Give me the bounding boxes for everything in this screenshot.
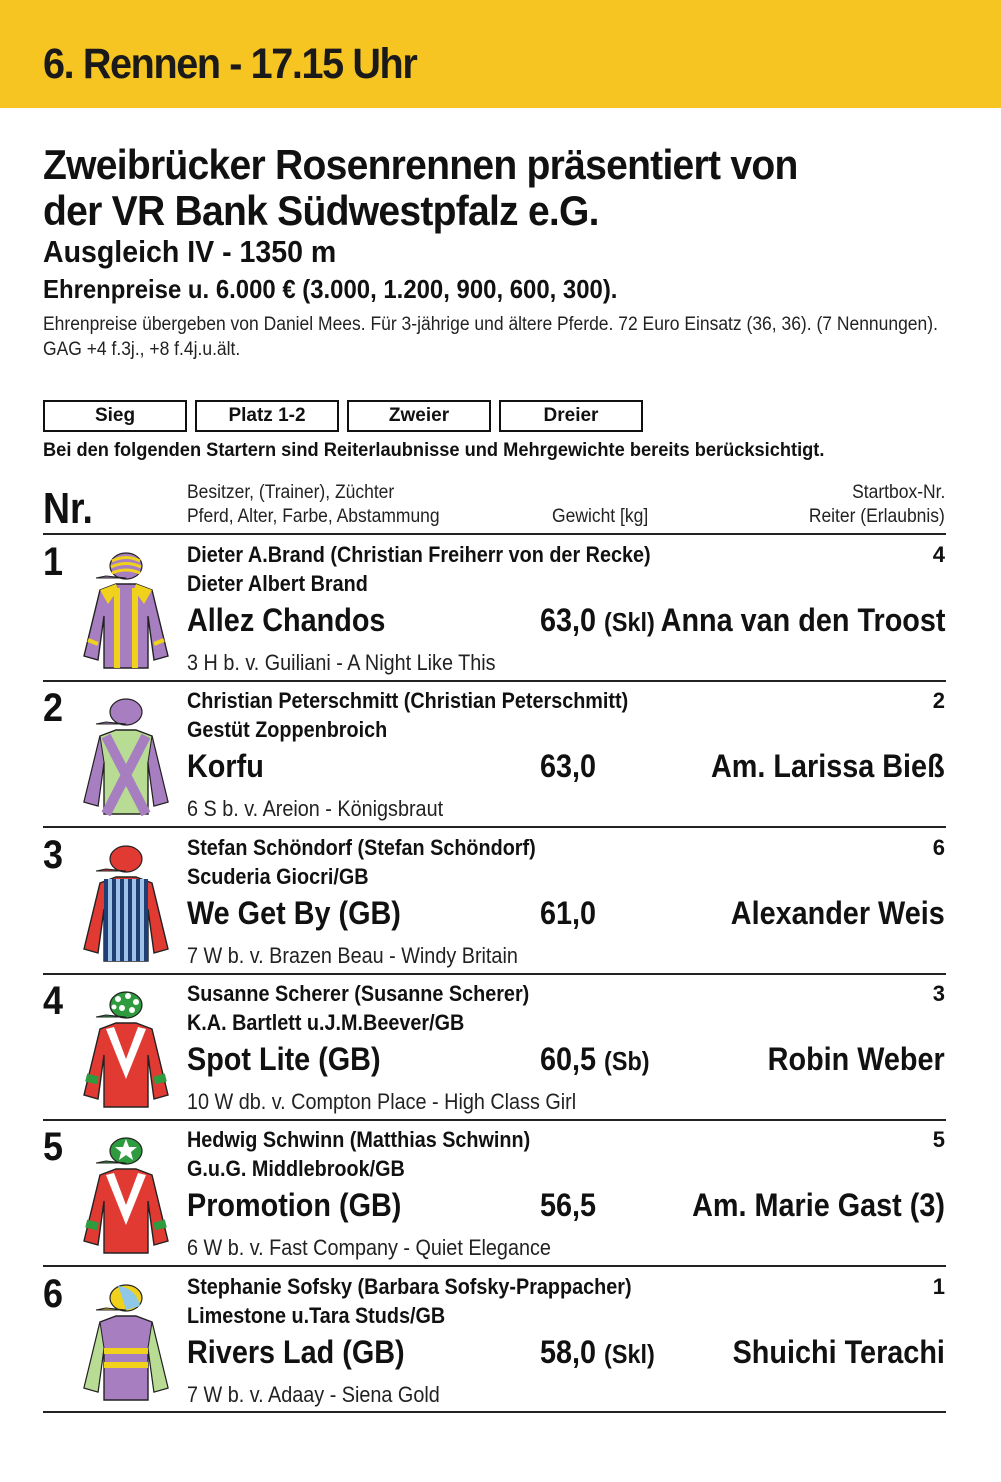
- starter-box: 5: [932, 1127, 945, 1152]
- race-title-line-1: Zweibrücker Rosenrennen präsentiert von: [43, 141, 798, 188]
- weight-value: 63,0: [540, 748, 597, 784]
- starter-row: [0, 682, 1001, 828]
- bet-sieg-button[interactable]: Sieg: [43, 400, 187, 432]
- weight-note: (Sb): [604, 1046, 650, 1076]
- starter-weight: [540, 1041, 650, 1078]
- starter-jockey: Am. Marie Gast (3): [692, 1187, 945, 1223]
- column-box: Startbox-Nr.: [851, 482, 945, 503]
- starter-number: 5: [43, 1125, 64, 1169]
- starter-number: 6: [43, 1272, 64, 1316]
- starter-jockey: Shuichi Terachi: [732, 1334, 945, 1370]
- starter-number: 3: [43, 833, 64, 877]
- silk-purple-yellow-braces-icon: [78, 544, 174, 670]
- race-conditions: Ehrenpreise übergeben von Daniel Mees. Für 3-jährige und ältere Pferde. 72 Euro Einsatz (36, 36). (7 Nennungen). GAG +4 f.3j., +8 f.4j.u.ält.: [43, 314, 938, 360]
- starter-weight: [540, 1187, 596, 1224]
- race-type-distance: Ausgleich IV - 1350 m: [43, 234, 337, 269]
- starter-weight: [540, 1334, 655, 1371]
- weights-note: Bei den folgenden Startern sind Reiterlaubnisse und Mehrgewichte bereits berücksichtigt.: [43, 440, 825, 461]
- starter-weight: [540, 748, 596, 785]
- starter-number: 2: [43, 686, 64, 730]
- starter-jockey: Alexander Weis: [731, 895, 945, 931]
- starter-owner: Christian Peterschmitt (Christian Peterschmitt): [187, 688, 629, 713]
- starter-pedigree: 7 W b. v. Brazen Beau - Windy Britain: [187, 943, 518, 968]
- weight-value: 60,5: [540, 1041, 597, 1077]
- starter-horse: Spot Lite (GB): [187, 1041, 381, 1077]
- weight-value: 56,5: [540, 1187, 597, 1223]
- column-nr: Nr.: [43, 484, 93, 533]
- starter-horse: Korfu: [187, 748, 264, 784]
- divider: [43, 1411, 946, 1413]
- starter-pedigree: 3 H b. v. Guiliani - A Night Like This: [187, 650, 496, 675]
- starter-weight: [540, 895, 596, 932]
- silk-red-white-chevron-star-icon: [78, 1129, 174, 1255]
- weight-value: 58,0: [540, 1334, 597, 1370]
- silk-blue-stripes-red-icon: [78, 837, 174, 963]
- starter-jockey: Anna van den Troost: [660, 602, 945, 638]
- weight-value: 63,0: [540, 602, 597, 638]
- starter-row: [0, 975, 1001, 1121]
- silk-red-white-chevron-spots-icon: [78, 983, 174, 1109]
- race-prizes: Ehrenpreise u. 6.000 € (3.000, 1.200, 900, 600, 300).: [43, 274, 618, 304]
- weight-value: 61,0: [540, 895, 597, 931]
- starter-box: 4: [932, 542, 945, 567]
- starter-pedigree: 6 W b. v. Fast Company - Quiet Elegance: [187, 1235, 551, 1260]
- starter-owner: Susanne Scherer (Susanne Scherer): [187, 981, 530, 1006]
- divider: [43, 826, 946, 828]
- starter-number: 4: [43, 979, 64, 1023]
- starter-box: 6: [932, 835, 945, 860]
- starter-owner: Stefan Schöndorf (Stefan Schöndorf): [187, 835, 536, 860]
- starter-owner: Hedwig Schwinn (Matthias Schwinn): [187, 1127, 531, 1152]
- starter-pedigree: 10 W db. v. Compton Place - High Class Girl: [187, 1089, 577, 1114]
- silk-purple-yellow-hoops-icon: [78, 1276, 174, 1402]
- weight-note: (Skl): [604, 1339, 655, 1369]
- starter-owner: Dieter A.Brand (Christian Freiherr von der Recke): [187, 542, 651, 567]
- race-title-line-2: der VR Bank Südwestpfalz e.G.: [43, 187, 599, 234]
- starter-breeder: Limestone u.Tara Studs/GB: [187, 1303, 446, 1328]
- starter-row: [0, 829, 1001, 975]
- starter-horse: Allez Chandos: [187, 602, 386, 638]
- starter-horse: We Get By (GB): [187, 895, 401, 931]
- divider: [43, 1265, 946, 1267]
- race-title: [43, 142, 917, 234]
- starter-breeder: Dieter Albert Brand: [187, 571, 368, 596]
- weight-note: (Skl): [604, 607, 655, 637]
- starter-breeder: K.A. Bartlett u.J.M.Beever/GB: [187, 1010, 465, 1035]
- starter-breeder: Scuderia Giocri/GB: [187, 864, 369, 889]
- starter-breeder: Gestüt Zoppenbroich: [187, 717, 388, 742]
- starter-weight: [540, 602, 655, 639]
- starter-pedigree: 7 W b. v. Adaay - Siena Gold: [187, 1382, 440, 1407]
- column-owner: Besitzer, (Trainer), Züchter: [187, 482, 395, 503]
- starter-jockey: Robin Weber: [767, 1041, 945, 1077]
- starter-horse: Rivers Lad (GB): [187, 1334, 405, 1370]
- starter-box: 1: [932, 1274, 945, 1299]
- race-number-time: 6. Rennen - 17.15 Uhr: [43, 40, 417, 88]
- starter-owner: Stephanie Sofsky (Barbara Sofsky-Prappacher): [187, 1274, 632, 1299]
- column-jockey: Reiter (Erlaubnis): [808, 506, 945, 527]
- bet-zweier-button[interactable]: Zweier: [347, 400, 491, 432]
- bet-dreier-button[interactable]: Dreier: [499, 400, 643, 432]
- starter-pedigree: 6 S b. v. Areion - Königsbraut: [187, 796, 444, 821]
- starter-box: 3: [932, 981, 945, 1006]
- starter-breeder: G.u.G. Middlebrook/GB: [187, 1156, 405, 1181]
- starter-jockey: Am. Larissa Bieß: [711, 748, 945, 784]
- silk-green-purple-cross-icon: [78, 690, 174, 816]
- column-weight: Gewicht [kg]: [552, 506, 649, 527]
- starter-number: 1: [43, 540, 64, 584]
- starter-horse: Promotion (GB): [187, 1187, 402, 1223]
- column-horse: Pferd, Alter, Farbe, Abstammung: [187, 506, 440, 527]
- divider: [43, 533, 946, 535]
- starter-row: [0, 1121, 1001, 1267]
- starter-row: [0, 536, 1001, 682]
- starter-box: 2: [932, 688, 945, 713]
- bet-platz-button[interactable]: Platz 1-2: [195, 400, 339, 432]
- starter-row: [0, 1268, 1001, 1414]
